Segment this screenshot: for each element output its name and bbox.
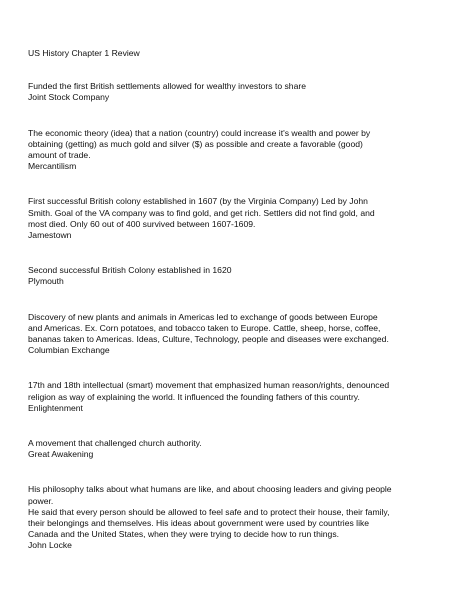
review-entry-columbian-exchange [28, 312, 448, 357]
entry-line: bananas taken to Americas. Ideas, Culture, Technology, people and diseases were exchanged. [28, 334, 389, 345]
review-entry-john-locke [28, 484, 448, 551]
entry-line: religion as way of explaining the world. It influenced the founding fathers of this country. [28, 391, 360, 402]
entry-line: obtaining (getting) as much gold and silver ($) as possible and create a favorable (good) [28, 138, 363, 149]
entry-line: The economic theory (idea) that a nation (country) could increase it's wealth and power by [28, 127, 371, 138]
entry-line: power. [28, 495, 54, 506]
entry-answer: Great Awakening [28, 449, 94, 460]
entry-line: most died. Only 60 out of 400 survived between 1607-1609. [28, 218, 256, 229]
review-entry-joint-stock [28, 81, 448, 103]
review-entry-mercantilism [28, 128, 448, 173]
entry-line: Discovery of new plants and animals in Americas led to exchange of goods between Europe [28, 311, 378, 322]
entry-line: First successful British colony established in 1607 (by the Virginia Company) Led by John [28, 196, 368, 207]
document-title: US History Chapter 1 Review [28, 48, 140, 58]
entry-line: their belongings and themselves. His ideas about government were used by countries like [28, 518, 370, 529]
entry-line: He said that every person should be allowed to feel safe and to protect their house, their family, [28, 506, 390, 517]
review-entry-plymouth [28, 265, 448, 287]
entry-answer: Columbian Exchange [28, 345, 110, 356]
document-page [28, 48, 448, 552]
review-entry-jamestown [28, 196, 448, 241]
entry-answer: John Locke [28, 540, 72, 551]
entry-answer: Mercantilism [28, 161, 77, 172]
entry-line: Smith. Goal of the VA company was to find gold, and get rich. Settlers did not find gold, and [28, 207, 375, 218]
entry-answer: Enlightenment [28, 402, 83, 413]
entry-answer: Jamestown [28, 230, 72, 241]
entry-line: Funded the first British settlements allowed for wealthy investors to share [28, 81, 306, 92]
entry-line: Canada and the United States, when they were trying to decide how to run things. [28, 529, 339, 540]
entry-answer: Plymouth [28, 276, 64, 287]
entry-answer: Joint Stock Company [28, 92, 110, 103]
entry-line: and Americas. Ex. Corn potatoes, and tobacco taken to Europe. Cattle, sheep, horse, coffee, [28, 322, 381, 333]
entry-line: 17th and 18th intellectual (smart) movement that emphasized human reason/rights, denounced [28, 380, 390, 391]
entry-line: His philosophy talks about what humans are like, and about choosing leaders and giving people [28, 484, 392, 495]
review-entry-enlightenment [28, 380, 448, 414]
entry-line: Second successful British Colony established in 1620 [28, 265, 232, 276]
entry-line: amount of trade. [28, 150, 91, 161]
entry-line: A movement that challenged church authority. [28, 438, 202, 449]
review-entry-great-awakening [28, 438, 448, 460]
